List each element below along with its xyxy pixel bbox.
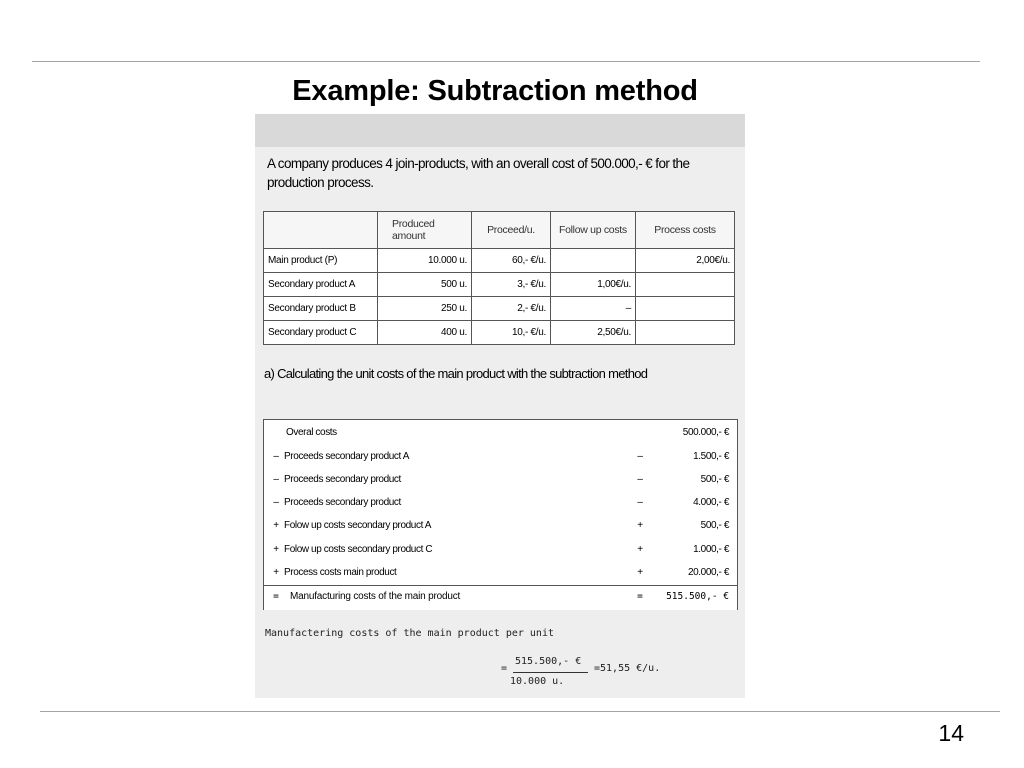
per-unit-equals: = [501, 663, 508, 674]
calc-operator: – [273, 497, 279, 508]
table-cell: 3,- €/u. [472, 273, 551, 297]
calc-operator: – [273, 451, 279, 462]
calc-label: Process costs main product [284, 567, 397, 578]
table-cell: 250 u. [378, 297, 472, 321]
calc-value: 4.000,- € [693, 497, 729, 508]
table-cell: Secondary product B [264, 297, 378, 321]
calc-label: Folow up costs secondary product C [284, 544, 433, 555]
calc-value: 500,- € [700, 520, 729, 531]
table-cell: 2,- €/u. [472, 297, 551, 321]
table-cell: 2,00€/u. [636, 249, 735, 273]
table-cell [636, 321, 735, 345]
per-unit-numerator: 515.500,- € [515, 656, 582, 667]
calc-divider [264, 585, 737, 586]
calc-operator: = [273, 591, 279, 602]
calc-value: 20.000,- € [687, 567, 729, 578]
calc-operator: – [637, 451, 643, 462]
calc-operator: + [637, 567, 643, 578]
table-cell: 2,50€/u. [551, 321, 636, 345]
calc-value: 1.500,- € [693, 451, 729, 462]
calc-value: 500.000,- € [682, 427, 729, 438]
per-unit-result: =51,55 €/u. [594, 663, 661, 674]
table-cell: 60,- €/u. [472, 249, 551, 273]
calc-operator: – [637, 497, 643, 508]
table-cell [636, 273, 735, 297]
table-cell: Secondary product C [264, 321, 378, 345]
table-cell [636, 297, 735, 321]
document-header-band [255, 114, 745, 147]
table-cell: Main product (P) [264, 249, 378, 273]
calc-row [264, 567, 737, 587]
table-cell: – [551, 297, 636, 321]
calc-value: 500,- € [700, 474, 729, 485]
calc-operator: = [637, 591, 643, 602]
table-cell: Secondary product A [264, 273, 378, 297]
calc-operator: + [273, 520, 279, 531]
calc-operator: + [273, 544, 279, 555]
calc-operator: – [637, 474, 643, 485]
table-cell: 400 u. [378, 321, 472, 345]
per-unit-label: Manufactering costs of the main product per unit [265, 628, 554, 639]
example-document [255, 114, 745, 698]
table-cell: 10,- €/u. [472, 321, 551, 345]
calculation-table [263, 419, 738, 610]
slide-title: Example: Subtraction method [292, 75, 698, 107]
table-row [264, 321, 735, 345]
bottom-divider [40, 711, 1000, 712]
calc-row [264, 497, 737, 517]
table-row [264, 273, 735, 297]
header-cell: Process costs [636, 212, 735, 249]
calc-row [264, 520, 737, 540]
table-cell: 10.000 u. [378, 249, 472, 273]
calc-row-header [264, 427, 737, 447]
header-cell: Proceed/u. [472, 212, 551, 249]
calc-operator: + [637, 544, 643, 555]
calc-operator: + [637, 520, 643, 531]
calc-operator: + [273, 567, 279, 578]
calc-row-total [264, 591, 737, 611]
calc-label: Proceeds secondary product [284, 474, 401, 485]
top-divider [32, 61, 980, 62]
calc-row [264, 474, 737, 494]
calc-value: 1.000,- € [693, 544, 729, 555]
calculation-subtitle: a) Calculating the unit costs of the main product with the subtraction method [264, 366, 648, 381]
per-unit-denominator: 10.000 u. [510, 676, 565, 687]
header-cell: Produced amount [378, 212, 472, 249]
table-cell: 1,00€/u. [551, 273, 636, 297]
intro-text: A company produces 4 join-products, with an overall cost of 500.000,- € for the production process. [267, 156, 690, 190]
table-header-row [264, 212, 735, 249]
table-row [264, 297, 735, 321]
table-row [264, 249, 735, 273]
header-cell: Follow up costs [551, 212, 636, 249]
calc-row [264, 451, 737, 471]
calc-label: Proceeds secondary product A [284, 451, 409, 462]
calc-label: Folow up costs secondary product A [284, 520, 432, 531]
products-table [263, 211, 735, 345]
calc-label: Proceeds secondary product [284, 497, 401, 508]
table-cell [551, 249, 636, 273]
calc-label: Overal costs [286, 427, 337, 438]
calc-operator: – [273, 474, 279, 485]
calc-value: 515.500,- € [666, 591, 729, 602]
header-cell [264, 212, 378, 249]
calc-label: Manufacturing costs of the main product [290, 591, 461, 602]
calc-row [264, 544, 737, 564]
table-cell: 500 u. [378, 273, 472, 297]
fraction-bar [513, 672, 588, 673]
page-number: 14 [938, 720, 964, 746]
